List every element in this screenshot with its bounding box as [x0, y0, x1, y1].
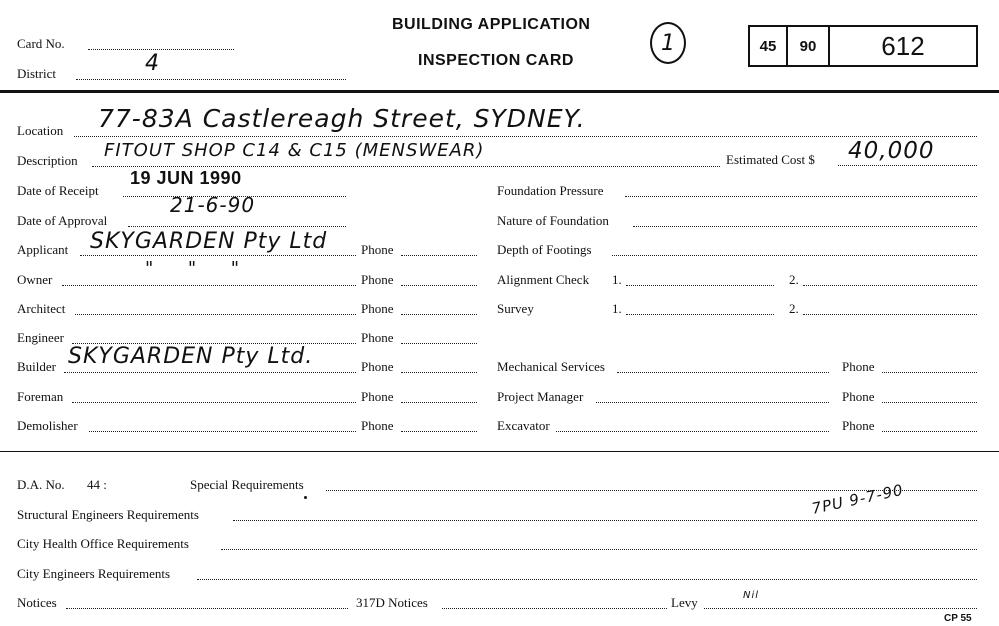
builder-phone-label: Phone — [361, 359, 394, 374]
district-value: 4 — [145, 51, 160, 76]
foundation-pressure-label: Foundation Pressure — [497, 183, 604, 198]
ink-dot — [304, 496, 307, 499]
survey-label: Survey — [497, 301, 534, 316]
card-title-line1: BUILDING APPLICATION — [392, 16, 591, 33]
mechanical-services-line — [617, 372, 829, 373]
builder-phone-line — [401, 372, 477, 373]
foreman-phone-label: Phone — [361, 389, 394, 404]
card-no-label: Card No. — [17, 36, 65, 51]
structural-engineers-label: Structural Engineers Requirements — [17, 507, 199, 522]
owner-phone-line — [401, 285, 477, 286]
builder-label: Builder — [17, 359, 56, 374]
city-engineers-label: City Engineers Requirements — [17, 566, 171, 581]
applicant-value: SKYGARDEN Pty Ltd — [90, 229, 328, 254]
excavator-phone-line — [882, 431, 977, 432]
da-no-label: D.A. No. — [17, 477, 65, 492]
builder-value: SKYGARDEN Pty Ltd. — [68, 344, 314, 369]
location-line — [74, 136, 977, 137]
notices-317d-label: 317D Notices — [356, 595, 428, 610]
owner-value: " " " — [145, 258, 241, 279]
code-box-3: 612 — [828, 25, 978, 67]
project-manager-label: Project Manager — [497, 389, 584, 404]
location-value: 77-83A Castlereagh Street, SYDNEY. — [98, 104, 586, 133]
city-health-label: City Health Office Requirements — [17, 536, 189, 551]
date-approval-value: 21-6-90 — [170, 193, 256, 217]
alignment-2-line — [803, 285, 977, 286]
engineer-label: Engineer — [17, 330, 64, 345]
levy-label: Levy — [671, 595, 698, 610]
description-value: FITOUT SHOP C14 & C15 (MENSWEAR) — [104, 140, 485, 161]
architect-phone-line — [401, 314, 477, 315]
nature-foundation-label: Nature of Foundation — [497, 213, 609, 228]
form-code: CP 55 — [944, 613, 972, 624]
project-manager-phone-line — [882, 402, 977, 403]
notices-317d-line — [442, 608, 667, 609]
owner-line — [62, 285, 356, 286]
notices-line — [66, 608, 348, 609]
special-requirements-label: Special Requirements — [190, 477, 304, 492]
estimated-cost-label: Estimated Cost $ — [726, 152, 815, 167]
owner-label: Owner — [17, 272, 53, 287]
depth-footings-line — [612, 255, 977, 256]
architect-phone-label: Phone — [361, 301, 394, 316]
estimated-cost-value: 40,000 — [848, 138, 935, 164]
date-approval-label: Date of Approval — [17, 213, 108, 228]
demolisher-phone-line — [401, 431, 477, 432]
code-box-2: 90 — [786, 25, 830, 67]
demolisher-line — [89, 431, 356, 432]
project-manager-phone-label: Phone — [842, 389, 875, 404]
survey-2-label: 2. — [789, 301, 799, 316]
alignment-1-label: 1. — [612, 272, 622, 287]
applicant-line — [80, 255, 356, 256]
mechanical-phone-label: Phone — [842, 359, 875, 374]
survey-1-line — [626, 314, 774, 315]
levy-line — [704, 608, 977, 609]
city-health-line — [221, 549, 977, 550]
survey-2-line — [803, 314, 977, 315]
builder-line — [64, 372, 356, 373]
district-line — [76, 79, 346, 80]
structural-engineers-note: 7PU 9-7-90 — [810, 480, 906, 518]
levy-value: Nil — [743, 590, 760, 601]
owner-phone-label: Phone — [361, 272, 394, 287]
applicant-phone-line — [401, 255, 477, 256]
district-label: District — [17, 66, 56, 81]
applicant-label: Applicant — [17, 242, 69, 257]
card-title-line2: INSPECTION CARD — [418, 52, 574, 69]
excavator-label: Excavator — [497, 418, 550, 433]
structural-engineers-line — [233, 520, 977, 521]
foreman-phone-line — [401, 402, 477, 403]
demolisher-phone-label: Phone — [361, 418, 394, 433]
depth-footings-label: Depth of Footings — [497, 242, 592, 257]
card-no-line — [88, 49, 234, 50]
applicant-phone-label: Phone — [361, 242, 394, 257]
estimated-cost-line — [838, 165, 977, 166]
alignment-check-label: Alignment Check — [497, 272, 590, 287]
excavator-phone-label: Phone — [842, 418, 875, 433]
city-engineers-line — [197, 579, 977, 580]
description-label: Description — [17, 153, 78, 168]
middle-divider — [0, 451, 999, 452]
foreman-line — [72, 402, 356, 403]
project-manager-line — [596, 402, 829, 403]
location-label: Location — [17, 123, 64, 138]
code-box-1: 45 — [748, 25, 788, 67]
foreman-label: Foreman — [17, 389, 64, 404]
notices-label: Notices — [17, 595, 57, 610]
alignment-1-line — [626, 285, 774, 286]
excavator-line — [556, 431, 829, 432]
nature-foundation-line — [633, 226, 977, 227]
circled-number: 1 — [650, 22, 686, 64]
mechanical-services-label: Mechanical Services — [497, 359, 605, 374]
alignment-2-label: 2. — [789, 272, 799, 287]
foundation-pressure-line — [625, 196, 977, 197]
date-approval-line — [128, 226, 346, 227]
demolisher-label: Demolisher — [17, 418, 78, 433]
engineer-phone-label: Phone — [361, 330, 394, 345]
architect-label: Architect — [17, 301, 66, 316]
engineer-phone-line — [401, 343, 477, 344]
mechanical-phone-line — [882, 372, 977, 373]
header-divider — [0, 90, 999, 93]
da-no-value: 44 : — [87, 477, 107, 492]
architect-line — [75, 314, 356, 315]
date-receipt-stamp: 19 JUN 1990 — [130, 168, 242, 188]
date-receipt-label: Date of Receipt — [17, 183, 99, 198]
survey-1-label: 1. — [612, 301, 622, 316]
description-line — [92, 166, 720, 167]
